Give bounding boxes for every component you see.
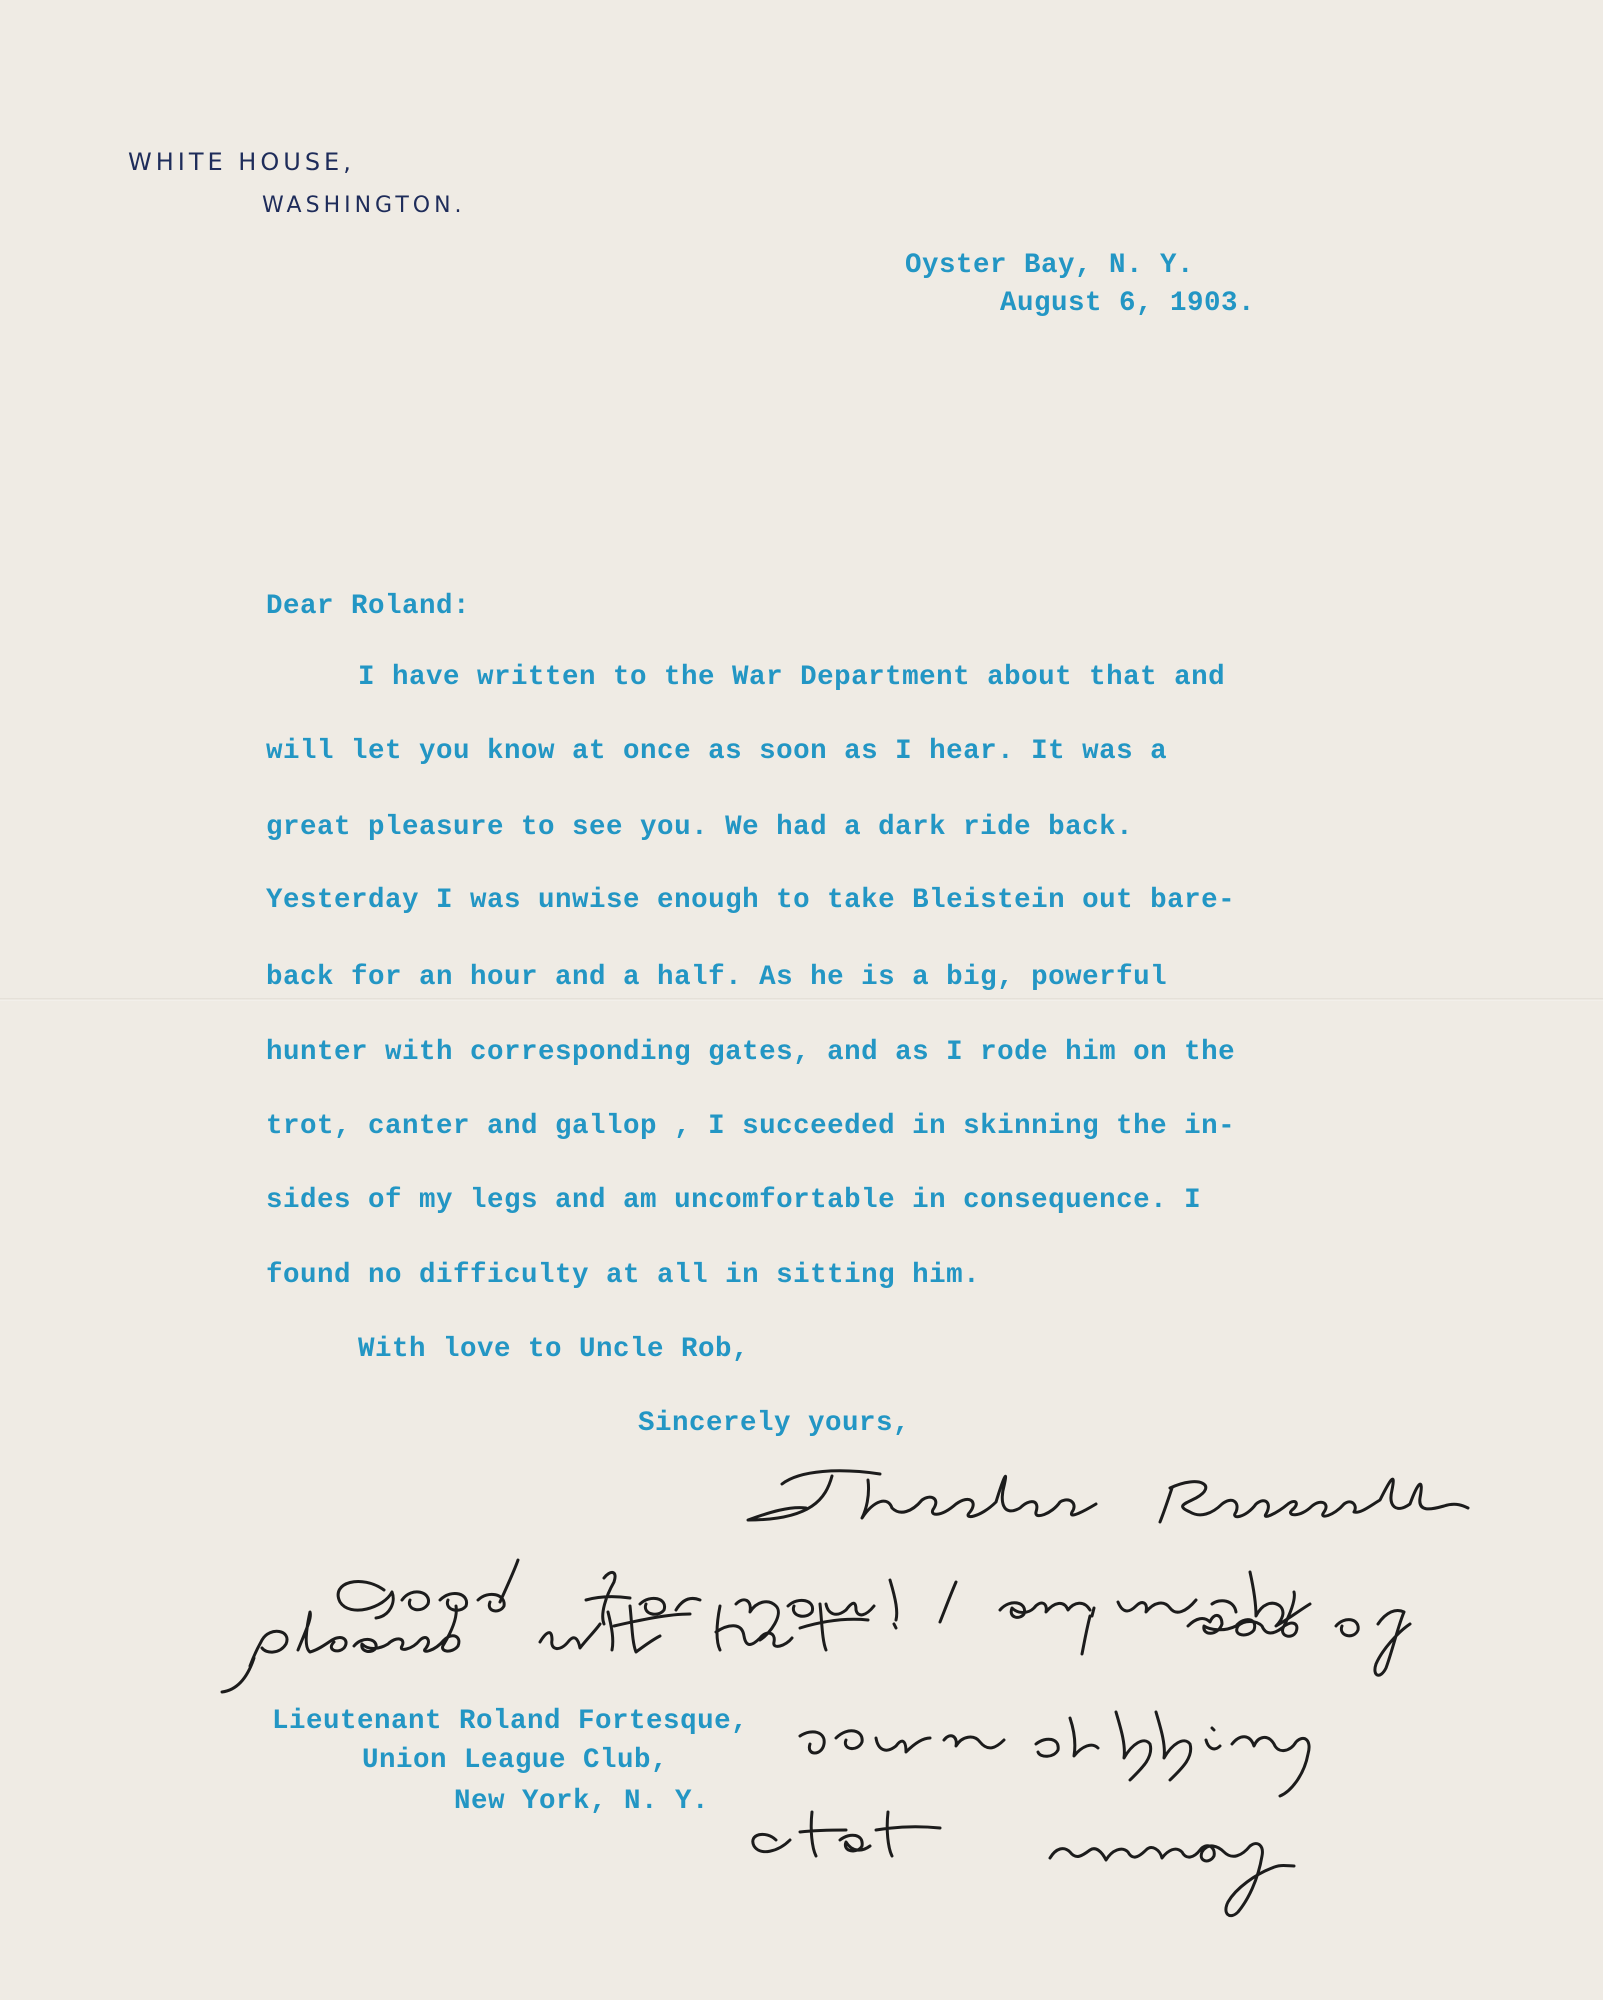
valediction: Sincerely yours, [638, 1408, 911, 1439]
address-line: Lieutenant Roland Fortesque, [272, 1706, 749, 1737]
body-line: great pleasure to see you. We had a dark ride back. [266, 812, 1134, 843]
letterhead-line-2: WASHINGTON. [262, 193, 466, 218]
body-line: I have written to the War Department about that and [358, 662, 1226, 693]
closing-line: With love to Uncle Rob, [358, 1334, 750, 1365]
letter-place: Oyster Bay, N. Y. [905, 250, 1195, 281]
address-line: Union League Club, [362, 1745, 669, 1776]
letter-date: August 6, 1903. [1000, 288, 1256, 319]
body-line: back for an hour and a half. As he is a big, powerful [266, 962, 1168, 993]
address-line: New York, N. Y. [454, 1786, 710, 1817]
body-line: hunter with corresponding gates, and as I rode him on the [266, 1037, 1236, 1068]
salutation: Dear Roland: [266, 591, 471, 622]
handwritten-signature [748, 1471, 1468, 1522]
body-line: Yesterday I was unwise enough to take Bleistein out bare- [266, 885, 1236, 916]
body-line: sides of my legs and am uncomfortable in consequence. I [266, 1185, 1202, 1216]
body-line: trot, canter and gallop , I succeeded in skinning the in- [266, 1111, 1236, 1142]
letterhead-line-1: WHITE HOUSE, [128, 148, 355, 176]
body-line: found no difficulty at all in sitting him. [266, 1260, 981, 1291]
body-line: will let you know at once as soon as I hear. It was a [266, 736, 1168, 767]
handwritten-postscript [222, 1560, 1410, 1916]
